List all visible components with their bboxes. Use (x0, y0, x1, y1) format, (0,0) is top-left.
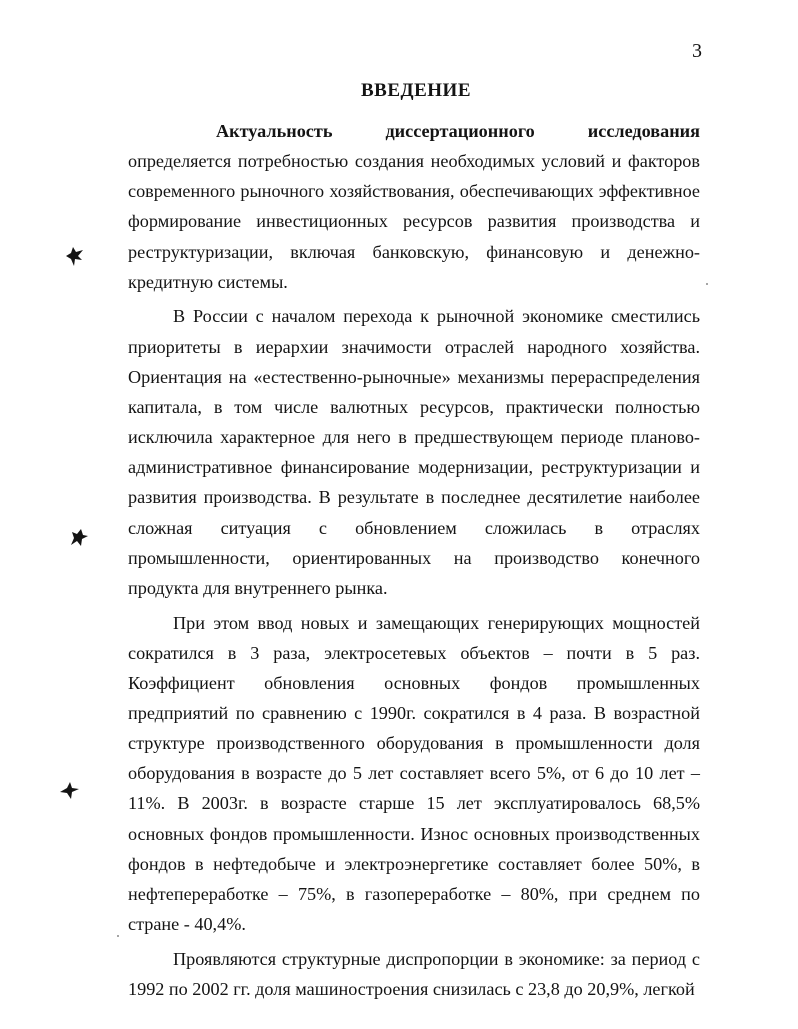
paragraph-2: В России с началом перехода к рыночной экономике сместились приоритеты в иерархии значимости отраслей народного хозяйства. Ориентация на «естественно-рыночные» механизмы перераспределения капитала, в том числе валютных ресурсов, практически полностью исключила характерное для него в предшествующем периоде планово-административное финансирование модернизации, реструктуризации и развития производства. В результате в последнее десятилетие наиболее сложная ситуация с обновлением сложилась в отраслях промышленности, ориентированных на производство конечного продукта для внутреннего рынка. (128, 306, 700, 598)
ink-blot-icon (58, 778, 82, 802)
paragraph-1-lead: Актуальность диссертационного исследования (216, 121, 700, 141)
page-number: 3 (692, 40, 702, 62)
scan-speck (706, 283, 708, 285)
section-title: ВВЕДЕНИЕ (361, 80, 471, 101)
paragraph-4: Проявляются структурные диспропорции в экономике: за период с 1992 по 2002 гг. доля машиностроения снизилась с 23,8 до 20,9%, легкой (128, 948, 700, 999)
paragraph-1-text: определяется потребностью создания необходимых условий и факторов современного рыночного хозяйствования, обеспечивающих эффективное формирование инвестиционных ресурсов развития производства и реструктуризации, включая банковскую, финансовую и денежно-кредитную системы. (128, 151, 700, 292)
scan-speck (117, 935, 119, 937)
ink-blot-icon (63, 244, 87, 268)
paragraph-3: При этом ввод новых и замещающих генерирующих мощностей сократился в 3 раза, электросетевых объектов – почти в 5 раз. Коэффициент обновления основных фондов промышленных предприятий по сравнению с 1990г. сократился в 4 раза. В возрастной структуре производственного оборудования в промышленности доля оборудования в возрасте до 5 лет составляет всего 5%, от 6 до 10 лет – 11%. В 2003г. в возрасте старше 15 лет эксплуатировалось 68,5% основных фондов промышленности. Износ основных производственных фондов в нефтедобыче и электроэнергетике составляет более 50%, в нефтепереработке – 75%, в газопереработке – 80%, при среднем по стране - 40,4%. (128, 612, 700, 935)
ink-blot-icon (66, 526, 90, 550)
body-text (128, 116, 700, 1004)
paragraph-1 (128, 116, 700, 297)
